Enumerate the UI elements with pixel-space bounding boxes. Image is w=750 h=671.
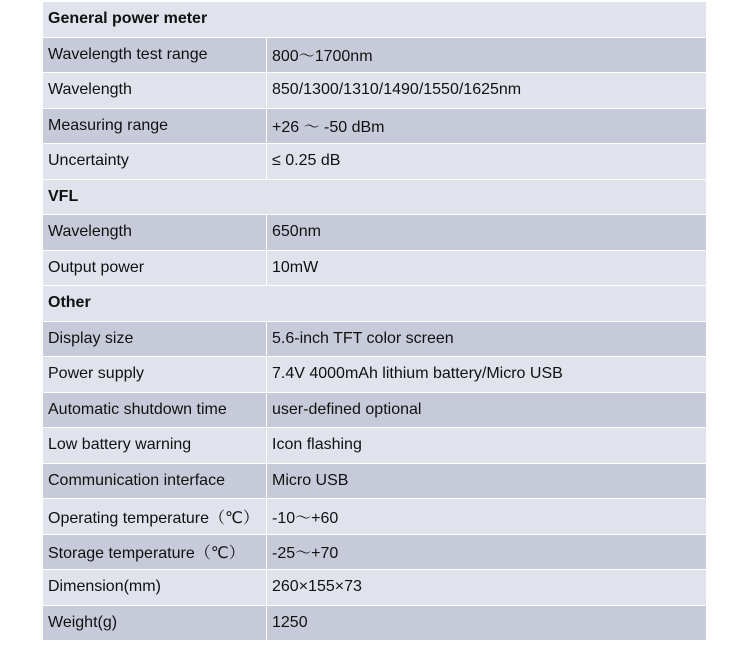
table-row xyxy=(43,215,706,251)
row-value: user-defined optional xyxy=(272,400,422,418)
row-value: +26 ～ -50 dBm xyxy=(272,119,385,137)
row-label: Wavelength xyxy=(43,73,267,108)
row-value: 1250 xyxy=(272,613,308,631)
table-row xyxy=(43,109,706,145)
table-row xyxy=(43,251,706,287)
row-value: ≤ 0.25 dB xyxy=(272,152,341,170)
row-label: Communication interface xyxy=(43,464,267,499)
table-row xyxy=(43,73,706,109)
row-label: Low battery warning xyxy=(43,428,267,463)
row-value: Micro USB xyxy=(272,471,349,489)
table-row xyxy=(43,535,706,571)
section-title: General power meter xyxy=(48,10,208,28)
row-value: 800～1700nm xyxy=(272,48,373,66)
row-value: 7.4V 4000mAh lithium battery/Micro USB xyxy=(272,365,563,383)
row-label: Automatic shutdown time xyxy=(43,393,267,428)
row-label: Wavelength test range xyxy=(43,38,267,73)
row-value: 650nm xyxy=(272,223,321,241)
row-label: Operating temperature（℃） xyxy=(43,499,267,534)
row-label: Storage temperature（℃） xyxy=(43,535,267,570)
table-row xyxy=(43,570,706,606)
spec-table xyxy=(43,2,706,641)
table-row xyxy=(43,357,706,393)
section-header-vfl xyxy=(43,180,706,216)
row-value: 850/1300/1310/1490/1550/1625nm xyxy=(272,81,522,99)
section-header-other xyxy=(43,286,706,322)
row-value: -10～+60 xyxy=(272,509,339,527)
row-label: Output power xyxy=(43,251,267,286)
row-label: Power supply xyxy=(43,357,267,392)
table-row xyxy=(43,144,706,180)
section-title: Other xyxy=(48,294,91,312)
row-label: Wavelength xyxy=(43,215,267,250)
table-row xyxy=(43,38,706,74)
table-row xyxy=(43,322,706,358)
table-row xyxy=(43,499,706,535)
section-header-general-power-meter xyxy=(43,2,706,38)
row-label: Weight(g) xyxy=(43,606,267,641)
row-label: Uncertainty xyxy=(43,144,267,179)
row-value: -25～+70 xyxy=(272,545,339,563)
row-label: Dimension(mm) xyxy=(43,570,267,605)
row-value: 5.6-inch TFT color screen xyxy=(272,329,454,347)
table-row xyxy=(43,428,706,464)
table-row xyxy=(43,464,706,500)
table-row xyxy=(43,606,706,642)
row-value: 260×155×73 xyxy=(272,578,362,596)
table-row xyxy=(43,393,706,429)
row-label: Display size xyxy=(43,322,267,357)
row-value: Icon flashing xyxy=(272,436,362,454)
row-value: 10mW xyxy=(272,258,319,276)
row-label: Measuring range xyxy=(43,109,267,144)
section-title: VFL xyxy=(48,187,79,205)
